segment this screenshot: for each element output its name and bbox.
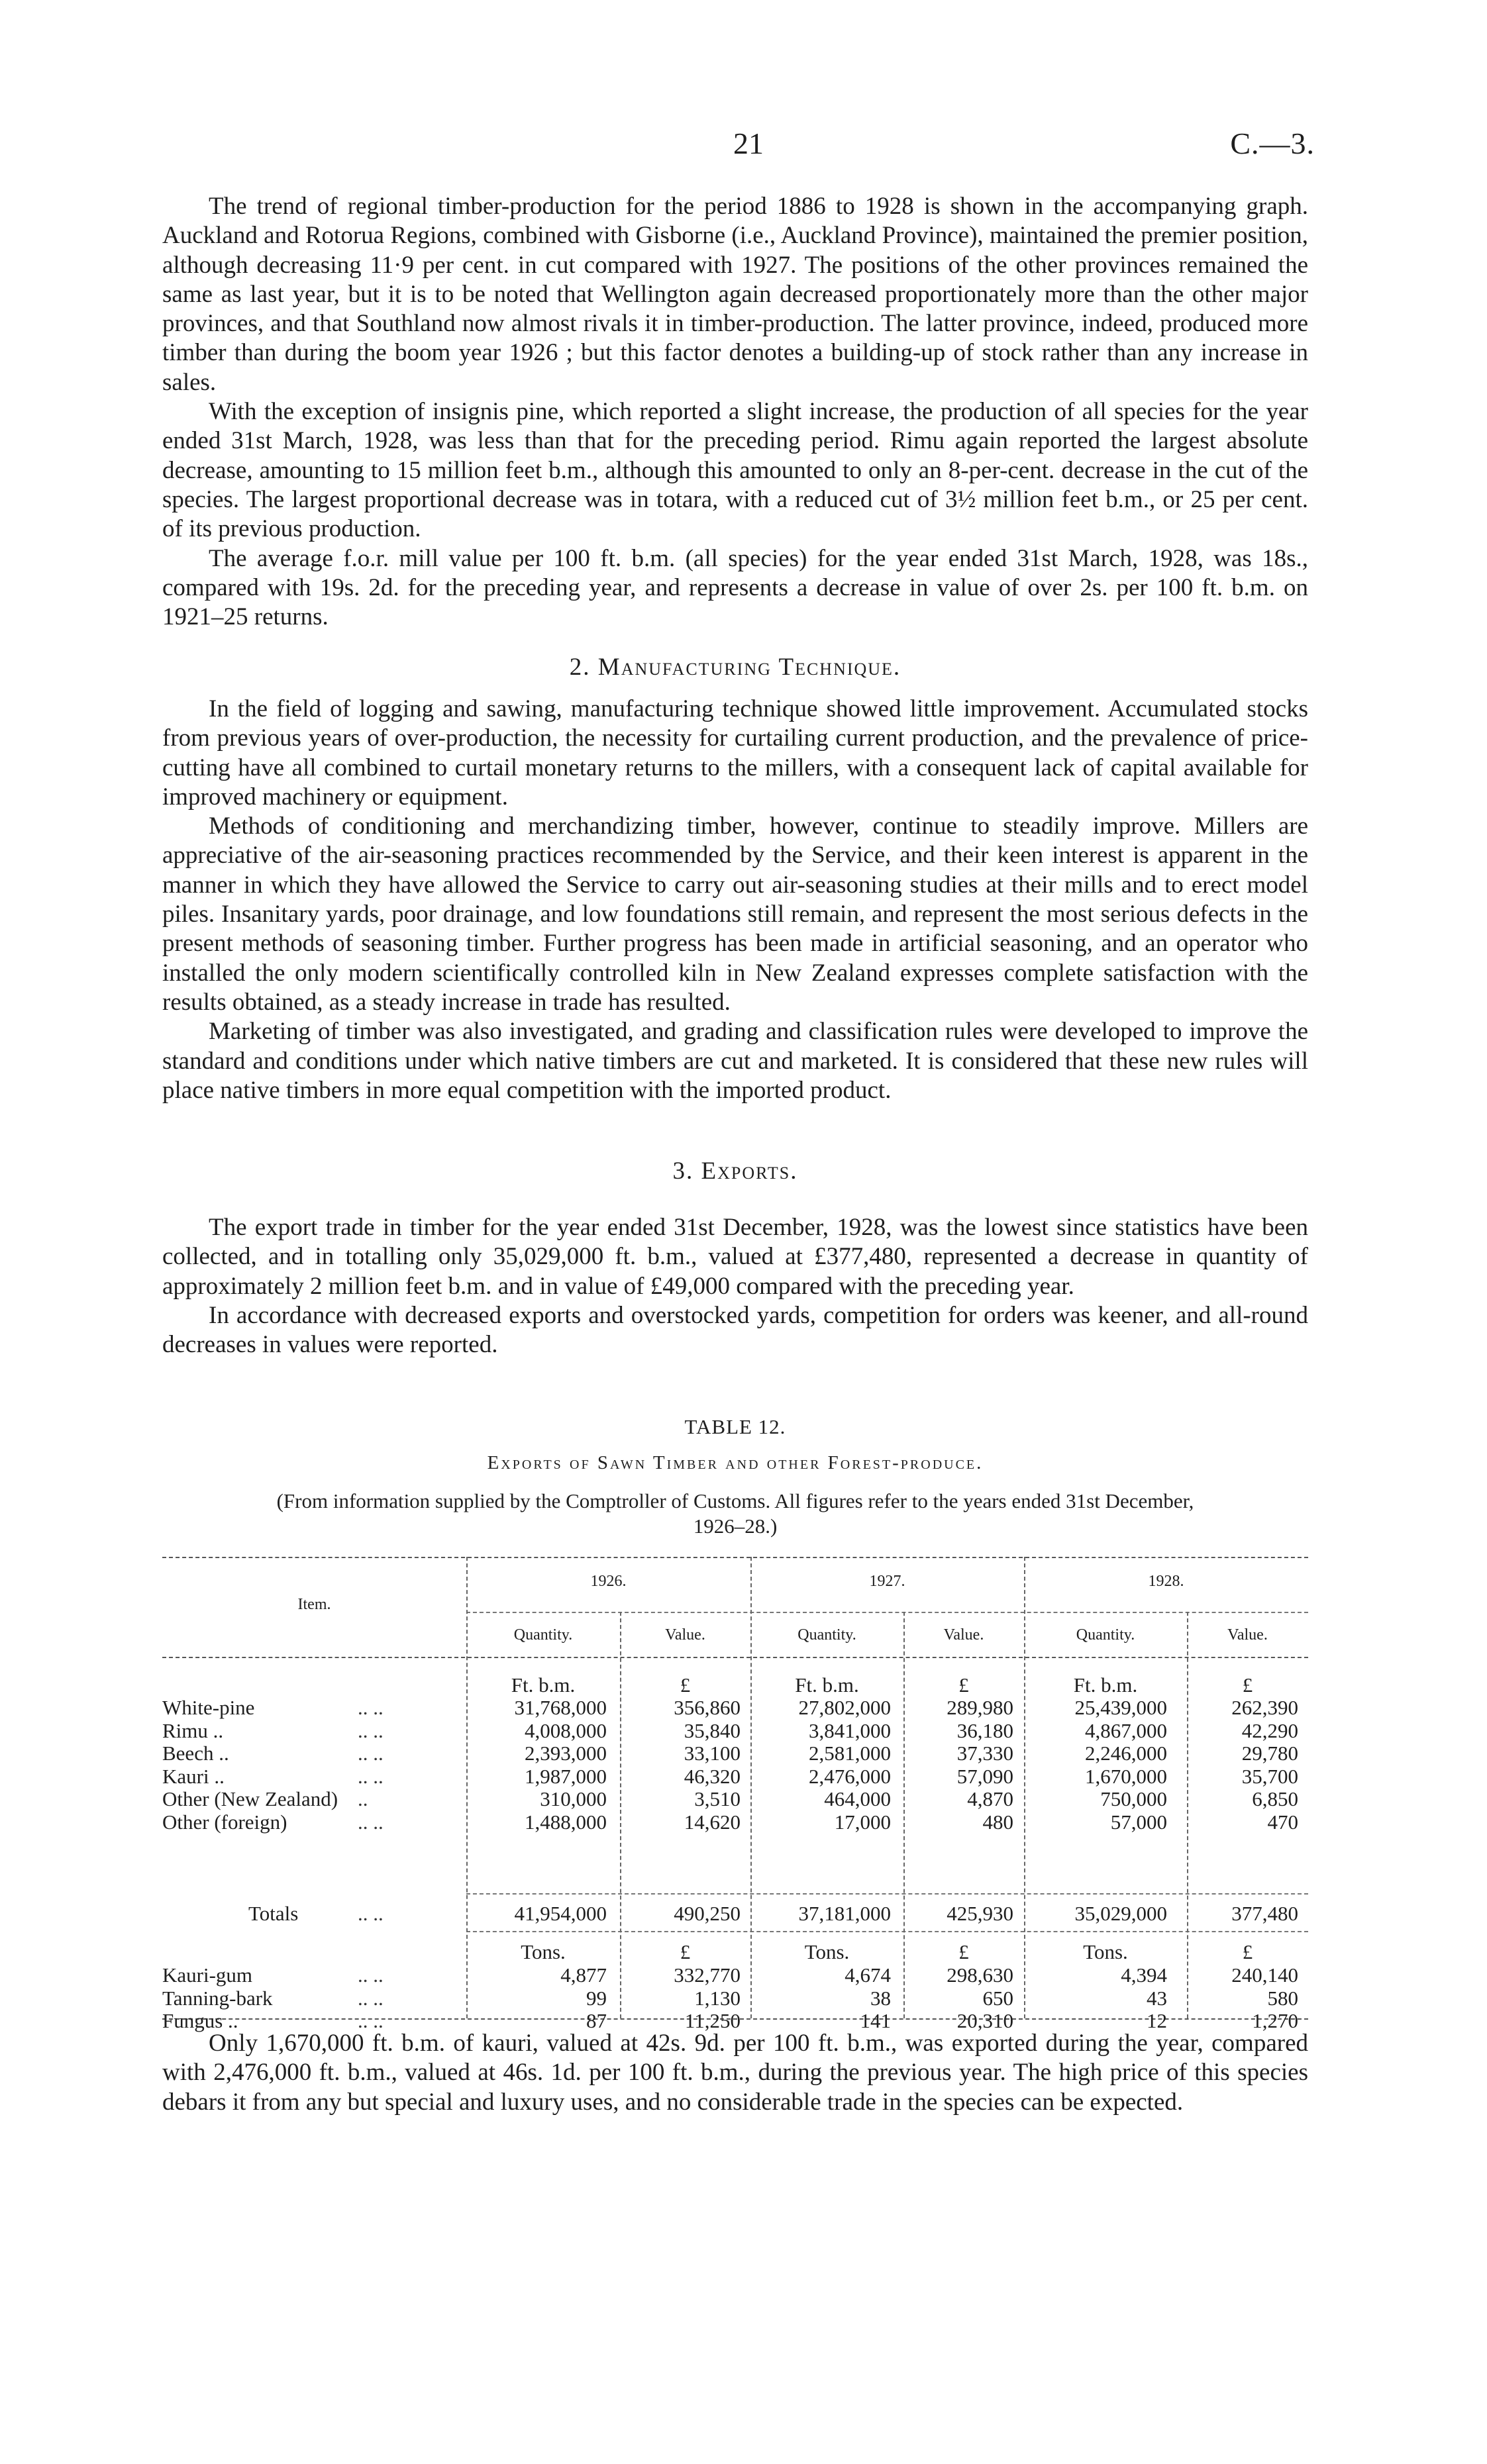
table-cell: 750,000 <box>1100 1787 1167 1810</box>
table-cell: 4,674 <box>845 1963 891 1987</box>
unit-label: Ft. b.m. <box>795 1673 859 1697</box>
row-item-label: Beech .. <box>162 1742 229 1765</box>
table-cell: 4,394 <box>1121 1963 1167 1987</box>
quantity-header: Quantity. <box>513 1626 573 1644</box>
paragraph: With the exception of insignis pine, which reported a slight increase, the production of all species for the year ended 31st March, 1928, was less than that for the preceding period. Rimu again reported the largest absolute decrease, amounting to 15 million feet b.m., although this amounted to only an 8-per-cent. decrease in the cut of the species. The largest proportional decrease was in totara, with a reduced cut of 3½ million feet b.m., or 25 per cent. of its previous production. <box>162 398 1308 543</box>
table-source-line: 1926–28.) <box>693 1514 778 1538</box>
table-cell: 298,630 <box>947 1963 1013 1987</box>
unit-label: Ft. b.m. <box>1073 1673 1138 1697</box>
year-header-1927: 1927. <box>869 1573 905 1590</box>
paragraph: In the field of logging and sawing, manufacturing technique showed little improvement. Accumulated stocks from previous years of over-production, the necessity for curtailing current production, and the prevalence of price-cutting have all combined to curtail monetary returns to the millers, with a consequent lack of capital available for improved machinery or equipment. <box>162 695 1308 811</box>
table-cell: 332,770 <box>674 1963 741 1987</box>
unit-label: Tons. <box>804 1940 850 1963</box>
table-source-line: (From information supplied by the Comptroller of Customs. All figures refer to the years ended 31st December, <box>276 1489 1194 1512</box>
table-cell: 4,877 <box>560 1963 607 1987</box>
table-cell: 11,250 <box>684 2009 741 2032</box>
table-cell: 289,980 <box>947 1696 1013 1719</box>
table-cell: 464,000 <box>824 1787 891 1810</box>
value-header: Value. <box>665 1626 705 1644</box>
value-header: Value. <box>1227 1626 1268 1644</box>
dot-leader: .. .. <box>358 2009 384 2032</box>
table-cell: 2,393,000 <box>525 1742 607 1765</box>
unit-label: £ <box>680 1940 691 1963</box>
row-item-label: Kauri-gum <box>162 1963 253 1987</box>
table-cell: 36,180 <box>956 1718 1013 1742</box>
table-cell: 38 <box>870 1986 891 2010</box>
paragraph: The export trade in timber for the year ended 31st December, 1928, was the lowest since statistics have been collected, and in totalling only 35,029,000 ft. b.m., valued at £377,480, represented a decrease in quantity of approximately 2 million feet b.m. and in value of £49,000 compared with the preceding year. <box>162 1214 1308 1300</box>
table-cell: 141 <box>860 2009 891 2032</box>
table-cell: 25,439,000 <box>1074 1696 1167 1719</box>
row-item-label: Other (foreign) <box>162 1810 287 1834</box>
paragraph: In accordance with decreased exports and overstocked yards, competition for orders was keener, and all-round decreases in values were reported. <box>162 1301 1308 1359</box>
dot-leader: .. .. <box>358 1902 384 1925</box>
table-cell: 650 <box>982 1986 1013 2010</box>
item-column-header: Item. <box>297 1596 331 1613</box>
unit-label: £ <box>680 1673 691 1697</box>
table-cell: 3,510 <box>694 1787 741 1810</box>
closing-text <box>162 2029 1308 2117</box>
table-cell: 262,390 <box>1231 1696 1298 1719</box>
dot-leader: .. .. <box>358 1963 384 1987</box>
table-cell: 57,090 <box>956 1764 1013 1788</box>
table-cell: 35,840 <box>684 1718 741 1742</box>
unit-label: Tons. <box>1083 1940 1128 1963</box>
unit-label: £ <box>958 1673 969 1697</box>
document-reference: C.—3. <box>1230 126 1315 160</box>
table-cell: 14,620 <box>684 1810 741 1834</box>
table-cell: 3,841,000 <box>809 1718 891 1742</box>
paragraph: The average f.o.r. mill value per 100 ft. b.m. (all species) for the year ended 31st March, 1928, was 18s., compared with 19s. 2d. for the preceding year, and represents a decrease in value of over 2s. per 100 ft. b.m. on 1921–25 returns. <box>162 544 1308 631</box>
row-item-label: White-pine <box>162 1696 255 1719</box>
table-cell: 4,870 <box>967 1787 1013 1810</box>
totals-cell: 425,930 <box>947 1902 1013 1925</box>
table-cell: 20,310 <box>956 2009 1013 2032</box>
dot-leader: .. .. <box>358 1696 384 1719</box>
totals-cell: 377,480 <box>1231 1902 1298 1925</box>
totals-cell: 490,250 <box>674 1902 741 1925</box>
table-cell: 42,290 <box>1241 1718 1298 1742</box>
table-source-note <box>162 1489 1308 1539</box>
table-cell: 356,860 <box>674 1696 741 1719</box>
row-item-label: Other (New Zealand) <box>162 1787 338 1810</box>
unit-label: Ft. b.m. <box>511 1673 576 1697</box>
row-item-label: Rimu .. <box>162 1718 224 1742</box>
quantity-header: Quantity. <box>1076 1626 1135 1644</box>
totals-rule-bottom <box>466 1931 1308 1932</box>
paragraph: Methods of conditioning and merchandizing timber, however, continue to steadily improve. Millers are appreciative of the air-seasoning practices recommended by the Service, and their keen interest is apparent in the manner in which they have allowed the Service to carry out air-seasoning studies at their mills and to erect model piles. Insanitary yards, poor drainage, and low foundations still remain, and represent the most serious defects in the present methods of seasoning timber. Further progress has been made in artificial seasoning, and an operator who installed the only modern scientifically controlled kiln in New Zealand expresses complete satisfaction with the results obtained, as a steady increase in trade has resulted. <box>162 813 1308 1016</box>
table-cell: 27,802,000 <box>798 1696 891 1719</box>
table-cell: 57,000 <box>1110 1810 1167 1834</box>
table-cell: 33,100 <box>684 1742 741 1765</box>
table-cell: 37,330 <box>956 1742 1013 1765</box>
year-header-divider <box>466 1612 1308 1613</box>
table-cell: 480 <box>982 1810 1013 1834</box>
dot-leader: .. .. <box>358 1718 384 1742</box>
dot-leader: .. .. <box>358 1810 384 1834</box>
dot-leader: .. .. <box>358 1764 384 1788</box>
paragraph: Only 1,670,000 ft. b.m. of kauri, valued at 42s. 9d. per 100 ft. b.m., was exported during the year, compared with 2,476,000 ft. b.m., valued at 46s. 1d. per 100 ft. b.m., during the previous year. The high price of this species debars it from any but special and luxury uses, and no considerable trade in the species can be expected. <box>162 2030 1308 2116</box>
table-cell: 310,000 <box>540 1787 607 1810</box>
year-header-1926: 1926. <box>590 1573 627 1590</box>
table-top-rule <box>162 1557 1308 1558</box>
table-cell: 31,768,000 <box>514 1696 607 1719</box>
dot-leader: .. .. <box>358 1742 384 1765</box>
table-caption: Exports of Sawn Timber and other Forest-produce. <box>487 1452 984 1473</box>
table-cell: 2,246,000 <box>1085 1742 1167 1765</box>
table-cell: 6,850 <box>1252 1787 1298 1810</box>
unit-label: £ <box>1242 1940 1253 1963</box>
table-header-rule <box>162 1657 1308 1658</box>
row-item-label: Fungus .. <box>162 2009 238 2032</box>
intro-text <box>162 192 1308 632</box>
paragraph: The trend of regional timber-production for the period 1886 to 1928 is shown in the accompanying graph. Auckland and Rotorua Regions, combined with Gisborne (i.e., Auckland Province), maintained the premier position, although decreasing 11·9 per cent. in cut compared with 1927. The positions of the other provinces remained the same as last year, but it is to be noted that Wellington again decreased proportionately more than the other major provinces, and that Southland now almost rivals it in timber-production. The latter province, indeed, produced more timber than during the boom year 1926 ; but this factor denotes a building-up of stock rather than any increase in sales. <box>162 193 1308 396</box>
table-cell: 1,670,000 <box>1085 1764 1167 1788</box>
year-header-1928: 1928. <box>1148 1573 1184 1590</box>
table-cell: 1,987,000 <box>525 1764 607 1788</box>
table-cell: 17,000 <box>834 1810 891 1834</box>
totals-rule-top <box>466 1893 1308 1895</box>
quantity-header: Quantity. <box>797 1626 856 1644</box>
table-cell: 1,488,000 <box>525 1810 607 1834</box>
table-cell: 470 <box>1267 1810 1298 1834</box>
row-item-label: Tanning-bark <box>162 1986 273 2010</box>
table-cell: 2,581,000 <box>809 1742 891 1765</box>
table-cell: 29,780 <box>1241 1742 1298 1765</box>
unit-label: £ <box>958 1940 969 1963</box>
exports-text <box>162 1213 1308 1359</box>
table-cell: 99 <box>586 1986 607 2010</box>
table-cell: 1,270 <box>1252 2009 1298 2032</box>
table-title: TABLE 12. <box>684 1415 786 1438</box>
table-cell: 87 <box>586 2009 607 2032</box>
table-cell: 580 <box>1267 1986 1298 2010</box>
table-cell: 35,700 <box>1241 1764 1298 1788</box>
totals-cell: 41,954,000 <box>514 1902 607 1925</box>
table-cell: 46,320 <box>684 1764 741 1788</box>
table-cell: 1,130 <box>694 1986 741 2010</box>
table-cell: 43 <box>1147 1986 1167 2010</box>
unit-label: £ <box>1242 1673 1253 1697</box>
section-heading-exports: 3. Exports. <box>672 1158 798 1185</box>
table-cell: 4,867,000 <box>1085 1718 1167 1742</box>
table-cell: 4,008,000 <box>525 1718 607 1742</box>
value-header: Value. <box>943 1626 984 1644</box>
table-cell: 240,140 <box>1231 1963 1298 1987</box>
section-heading-manufacturing: 2. Manufacturing Technique. <box>569 654 901 681</box>
totals-cell: 37,181,000 <box>798 1902 891 1925</box>
unit-label: Tons. <box>521 1940 566 1963</box>
page-number: 21 <box>733 126 764 160</box>
dot-leader: .. <box>358 1787 368 1810</box>
dot-leader: .. .. <box>358 1986 384 2010</box>
table-cell: 2,476,000 <box>809 1764 891 1788</box>
totals-cell: 35,029,000 <box>1074 1902 1167 1925</box>
paragraph: Marketing of timber was also investigated, and grading and classification rules were developed to improve the standard and conditions under which native timbers are cut and marketed. It is considered that these new rules will place native timbers in more equal competition with the imported product. <box>162 1018 1308 1104</box>
table-cell: 12 <box>1147 2009 1167 2032</box>
row-item-label: Kauri .. <box>162 1764 225 1788</box>
manufacturing-text <box>162 695 1308 1105</box>
totals-label: Totals <box>248 1902 299 1925</box>
